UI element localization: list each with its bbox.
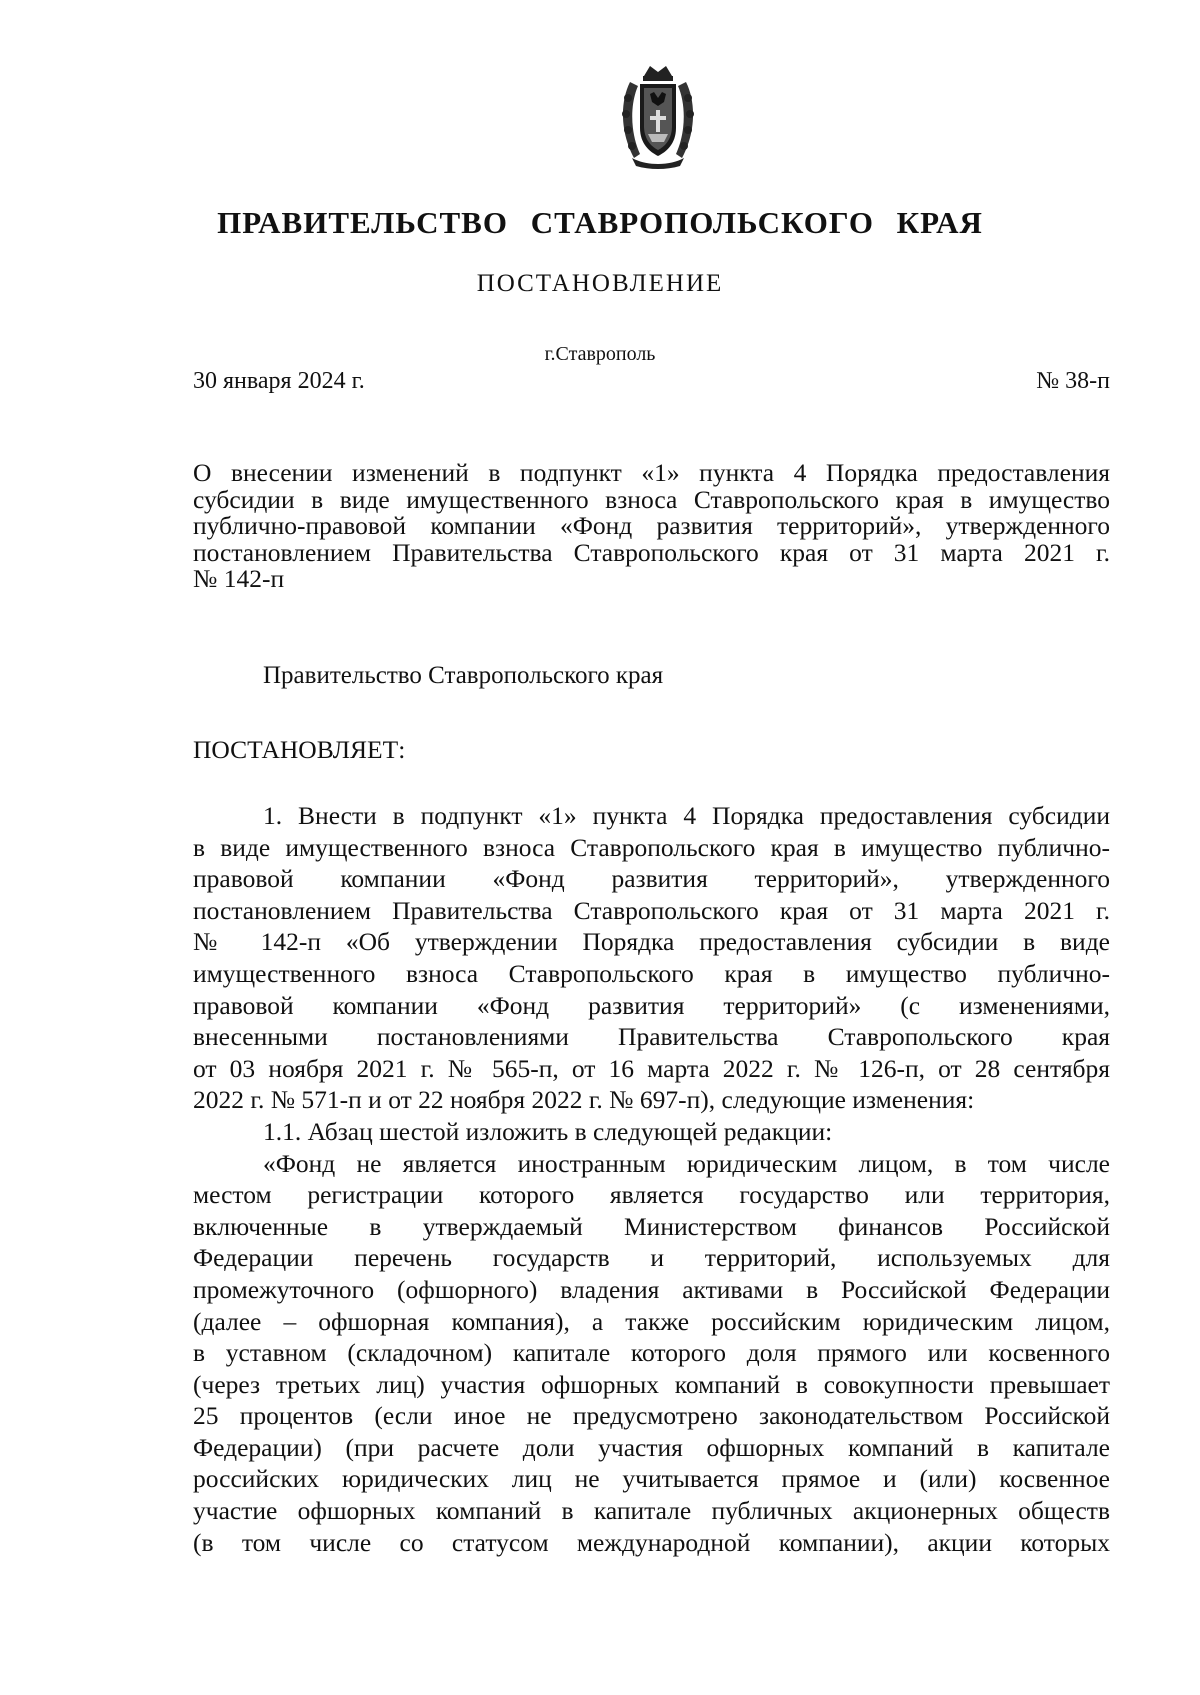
coat-of-arms-icon <box>618 62 698 170</box>
document-date: 30 января 2024 г. <box>193 368 365 394</box>
body-line: правовой компании «Фонд развития территорий», утвержденного <box>193 864 1110 894</box>
intro-line: Правительство Ставропольского края <box>263 662 664 689</box>
body-line: (далее – офшорная компания), а также российским юридическим лицом, <box>193 1306 1110 1336</box>
body-line: Федерации) (при расчете доли участия офшорных компаний в капитале <box>193 1432 1110 1462</box>
body-line: 25 процентов (если иное не предусмотрено законодательством Российской <box>193 1401 1110 1431</box>
body-line: внесенными постановлениями Правительства Ставропольского края <box>193 1022 1110 1052</box>
subject-line: публично-правовой компании «Фонд развития территорий», утвержденного <box>193 511 1110 540</box>
main-body <box>193 800 1110 1558</box>
body-line: промежуточного (офшорного) владения активами в Российской Федерации <box>193 1274 1110 1304</box>
body-line: в уставном (складочном) капитале которого доля прямого или косвенного <box>193 1338 1110 1368</box>
intro-text <box>263 660 1180 692</box>
resolve-heading: ПОСТАНОВЛЯЕТ: <box>193 735 406 764</box>
body-line: от 03 ноября 2021 г. № 565-п, от 16 марта 2022 г. № 126-п, от 28 сентября <box>193 1053 1110 1083</box>
body-line: 1.1. Абзац шестой изложить в следующей редакции: <box>263 1116 833 1146</box>
body-line: имущественного взноса Ставропольского края в имущество публично- <box>193 958 1110 988</box>
subject-line: О внесении изменений в подпункт «1» пункта 4 Порядка предоставления <box>193 458 1110 487</box>
subject-line: № 142-п <box>193 564 285 593</box>
body-line: 2022 г. № 571-п и от 22 ноября 2022 г. № 697-п), следующие изменения: <box>193 1085 975 1115</box>
body-line: участие офшорных компаний в капитале публичных акционерных обществ <box>193 1496 1110 1526</box>
document-type: ПОСТАНОВЛЕНИЕ <box>476 270 724 297</box>
subject-line: постановлением Правительства Ставропольского края от 31 марта 2021 г. <box>193 537 1110 567</box>
body-line: № 142-п «Об утверждении Порядка предоставления субсидии в виде <box>193 927 1110 957</box>
body-line: российских юридических лиц не учитывается прямое и (или) косвенное <box>193 1464 1110 1494</box>
body-line: (через третьих лиц) участия офшорных компаний в совокупности превышает <box>193 1369 1110 1399</box>
body-line: Федерации перечень государств и территорий, используемых для <box>193 1243 1110 1273</box>
document-number: № 38-п <box>1036 368 1110 394</box>
subject-block <box>193 460 1110 593</box>
body-line: постановлением Правительства Ставропольского края от 31 марта 2021 г. <box>193 895 1110 925</box>
body-line: в виде имущественного взноса Ставропольского края в имущество публично- <box>193 832 1110 862</box>
body-line: (в том числе со статусом международной компании), акции которых <box>193 1527 1110 1557</box>
organization-title: ПРАВИТЕЛЬСТВО СТАВРОПОЛЬСКОГО КРАЯ <box>217 205 983 240</box>
city: г.Ставрополь <box>544 343 656 365</box>
body-line: правовой компании «Фонд развития территорий» (с изменениями, <box>193 990 1110 1020</box>
subject-line: субсидии в виде имущественного взноса Ставропольского края в имущество <box>193 484 1110 514</box>
body-line: местом регистрации которого является государство или территория, <box>193 1180 1110 1210</box>
body-line: включенные в утверждаемый Министерством финансов Российской <box>193 1211 1110 1241</box>
body-line: 1. Внести в подпункт «1» пункта 4 Порядка предоставления субсидии <box>263 801 1110 830</box>
body-line: «Фонд не является иностранным юридическим лицом, в том числе <box>263 1148 1110 1178</box>
